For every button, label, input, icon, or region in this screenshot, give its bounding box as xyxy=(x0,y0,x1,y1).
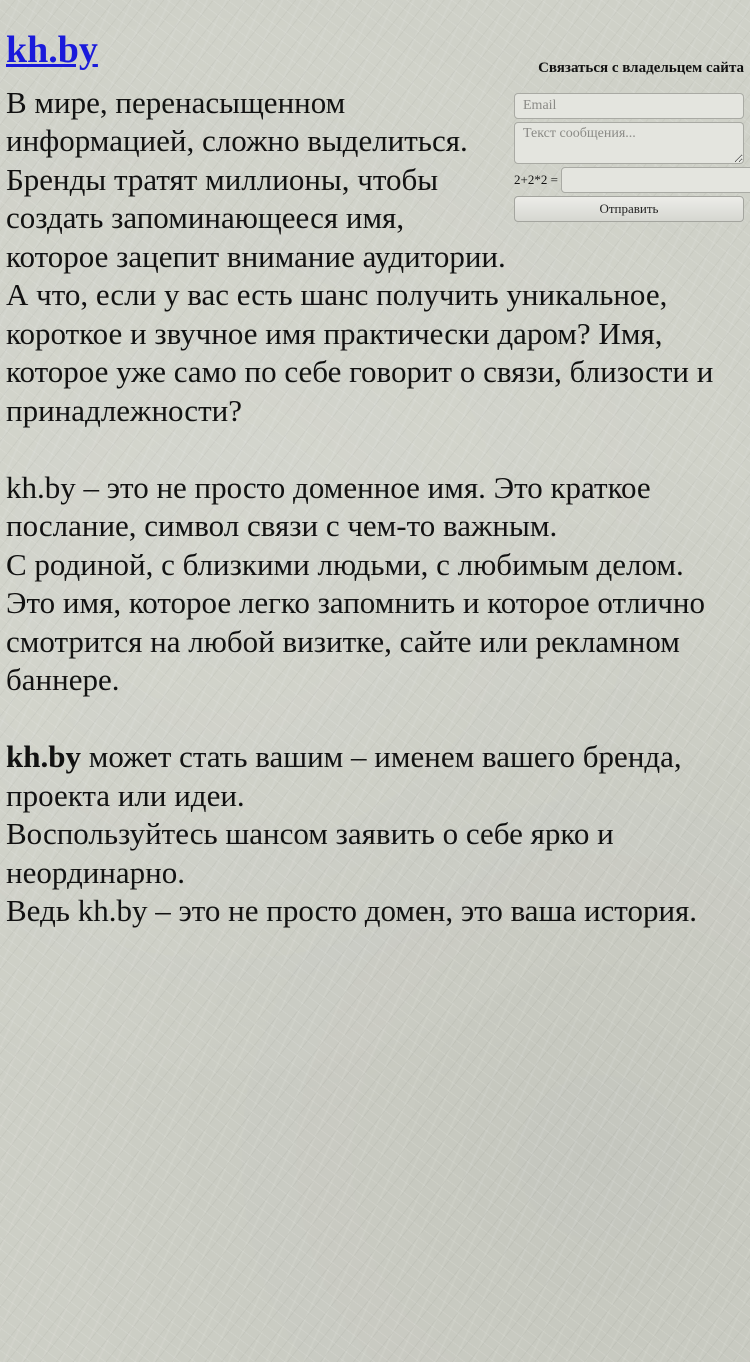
paragraph-gap xyxy=(6,700,744,739)
middle-paragraph-1: kh.by – это не просто доменное имя. Это краткое послание, символ связи с чем-то важным. xyxy=(6,469,651,544)
captcha-row xyxy=(514,167,744,193)
contact-form-title: Связаться с владельцем сайта xyxy=(538,60,744,76)
closing-paragraph-1 xyxy=(6,738,744,815)
closing-paragraph-3: Ведь kh.by – это не просто домен, это ваша история. xyxy=(6,893,698,929)
captcha-label: 2+2*2 = xyxy=(514,172,558,187)
middle-paragraph-2: С родиной, с близкими людьми, с любимым делом. xyxy=(6,546,684,582)
closing-domain-bold: kh.by xyxy=(6,739,81,775)
submit-button[interactable]: Отправить xyxy=(514,196,744,222)
message-textarea[interactable] xyxy=(514,122,744,164)
captcha-input[interactable] xyxy=(561,167,750,193)
middle-paragraph-3: Это имя, которое легко запомнить и которое отлично смотрится на любой визитке, сайте или рекламном баннере. xyxy=(6,585,705,698)
closing-paragraph-2: Воспользуйтесь шансом заявить о себе ярко и неординарно. xyxy=(6,816,614,890)
site-title-link[interactable]: kh.by xyxy=(6,29,98,71)
closing-paragraph-1-text: может стать вашим – именем вашего бренда, проекта или идеи. xyxy=(6,739,682,813)
email-field[interactable] xyxy=(514,93,744,119)
intro-paragraph-2: Бренды тратят миллионы, чтобы создать запоминающееся имя, которое зацепит внимание аудитории. xyxy=(6,161,506,274)
intro-paragraph-3: А что, если у вас есть шанс получить уникальное, короткое и звучное имя практически даром? Имя, которое уже само по себе говорит о связи, близости и принадлежности? xyxy=(6,277,714,428)
intro-paragraph-1: В мире, перенасыщенном информацией, сложно выделиться. xyxy=(6,84,468,159)
contact-form xyxy=(514,60,744,222)
paragraph-gap xyxy=(6,430,744,469)
